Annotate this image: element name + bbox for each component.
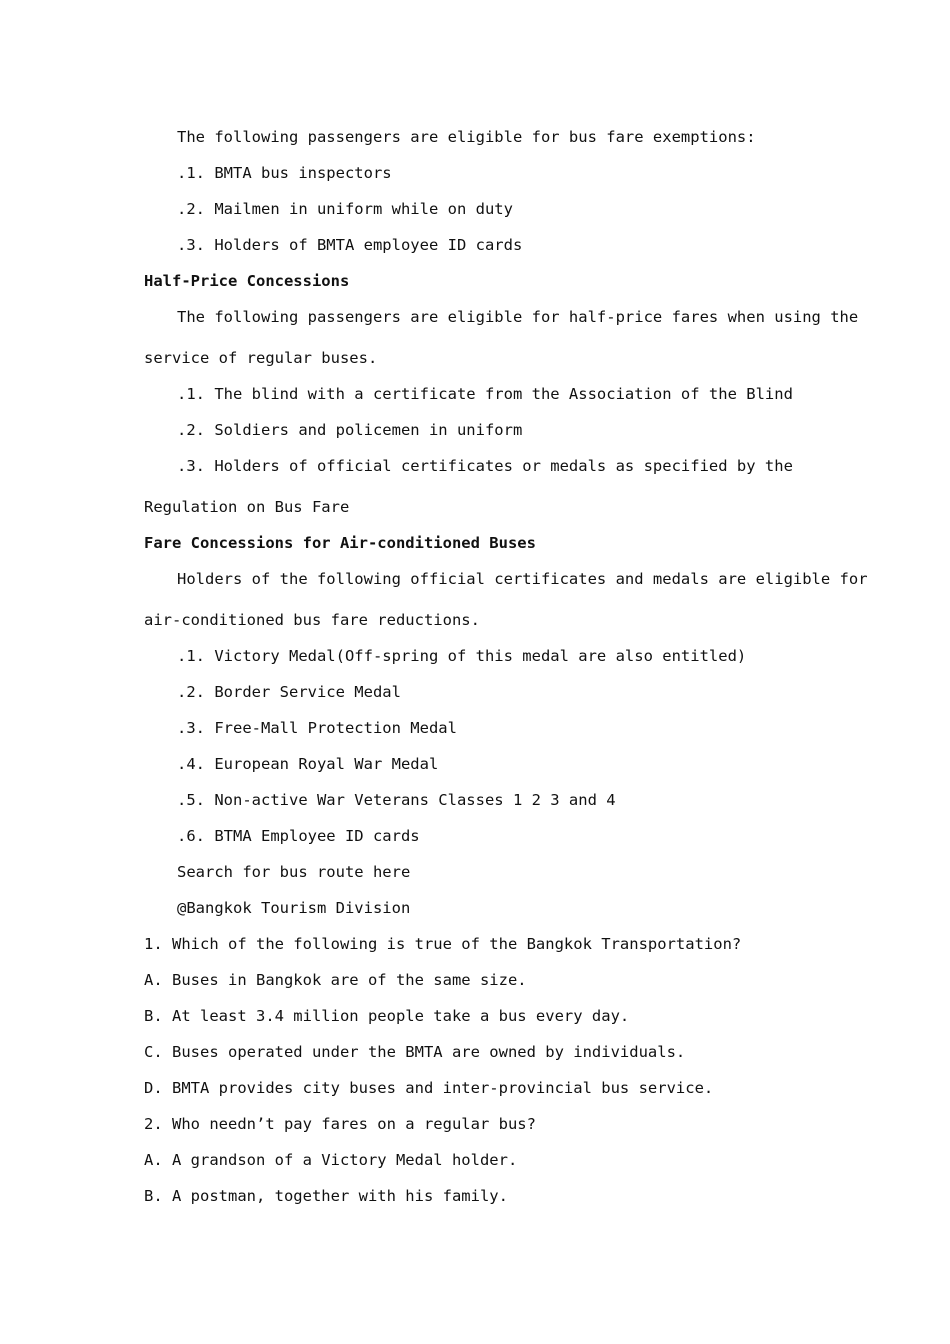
answer-option: A. Buses in Bangkok are of the same size. — [144, 971, 527, 989]
question-stem: 1. Which of the following is true of the Bangkok Transportation? — [144, 935, 742, 953]
answer-option: B. A postman, together with his family. — [144, 1187, 508, 1205]
half-price-item: .2. Soldiers and policemen in uniform — [177, 421, 523, 439]
air-conditioned-intro: Holders of the following official certificates and medals are eligible for — [177, 570, 868, 588]
source-credit: @Bangkok Tourism Division — [177, 899, 411, 917]
half-price-intro-cont: service of regular buses. — [144, 349, 378, 367]
half-price-item-cont: Regulation on Bus Fare — [144, 498, 350, 516]
medal-item: .6. BTMA Employee ID cards — [177, 827, 420, 845]
medal-item: .2. Border Service Medal — [177, 683, 401, 701]
medal-item: .5. Non-active War Veterans Classes 1 2 3 and 4 — [177, 791, 616, 809]
answer-option: A. A grandson of a Victory Medal holder. — [144, 1151, 518, 1169]
answer-option: B. At least 3.4 million people take a bus every day. — [144, 1007, 630, 1025]
answer-option: C. Buses operated under the BMTA are owned by individuals. — [144, 1043, 686, 1061]
question-stem: 2. Who needn’t pay fares on a regular bus? — [144, 1115, 536, 1133]
half-price-item: .3. Holders of official certificates or medals as specified by the — [177, 457, 793, 475]
medal-item: .1. Victory Medal(Off-spring of this medal are also entitled) — [177, 647, 747, 665]
medal-item: .4. European Royal War Medal — [177, 755, 439, 773]
answer-option: D. BMTA provides city buses and inter-provincial bus service. — [144, 1079, 714, 1097]
exemption-item: .1. BMTA bus inspectors — [177, 164, 392, 182]
exemption-item: .3. Holders of BMTA employee ID cards — [177, 236, 523, 254]
section-heading-half-price: Half-Price Concessions — [144, 272, 350, 290]
half-price-intro: The following passengers are eligible for half-price fares when using the — [177, 308, 859, 326]
medal-item: .3. Free-Mall Protection Medal — [177, 719, 457, 737]
exemption-item: .2. Mailmen in uniform while on duty — [177, 200, 513, 218]
air-conditioned-intro-cont: air-conditioned bus fare reductions. — [144, 611, 480, 629]
exemptions-intro: The following passengers are eligible for bus fare exemptions: — [177, 128, 756, 146]
half-price-item: .1. The blind with a certificate from the Association of the Blind — [177, 385, 793, 403]
section-heading-air-conditioned: Fare Concessions for Air-conditioned Buses — [144, 534, 536, 552]
search-note: Search for bus route here — [177, 863, 411, 881]
